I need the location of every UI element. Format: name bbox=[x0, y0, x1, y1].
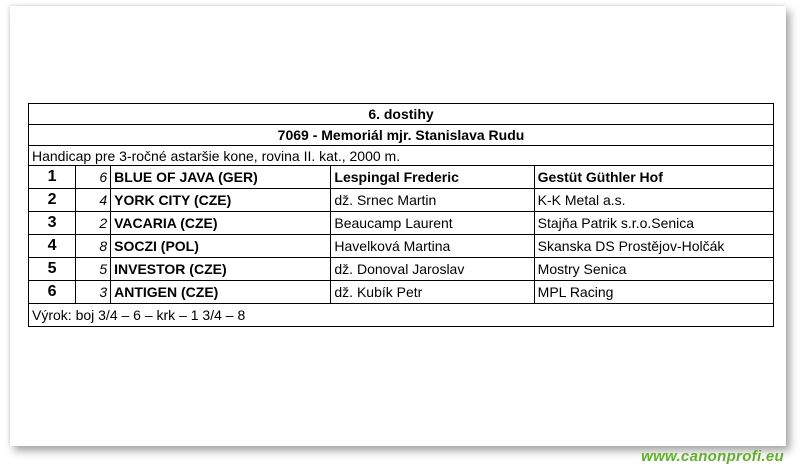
horse-cell: BLUE OF JAVA (GER) bbox=[111, 166, 331, 189]
jockey-cell: Beaucamp Laurent bbox=[331, 212, 534, 235]
race-title-row bbox=[29, 104, 774, 125]
number-cell: 5 bbox=[76, 258, 111, 281]
watermark: www.canonprofi.eu bbox=[641, 448, 784, 465]
owner-cell: MPL Racing bbox=[534, 281, 773, 304]
horse-cell: VACARIA (CZE) bbox=[111, 212, 331, 235]
place-cell: 5 bbox=[29, 258, 76, 281]
place-cell: 4 bbox=[29, 235, 76, 258]
table-row bbox=[29, 235, 774, 258]
race-title: 6. dostihy bbox=[29, 104, 774, 125]
race-description-row bbox=[29, 146, 774, 166]
table-row bbox=[29, 166, 774, 189]
number-cell: 2 bbox=[76, 212, 111, 235]
jockey-cell: dž. Kubík Petr bbox=[331, 281, 534, 304]
owner-cell: Mostry Senica bbox=[534, 258, 773, 281]
jockey-cell: dž. Srnec Martin bbox=[331, 189, 534, 212]
number-cell: 3 bbox=[76, 281, 111, 304]
place-cell: 6 bbox=[29, 281, 76, 304]
table-row bbox=[29, 281, 774, 304]
place-cell: 3 bbox=[29, 212, 76, 235]
number-cell: 8 bbox=[76, 235, 111, 258]
table-row bbox=[29, 258, 774, 281]
race-name-row bbox=[29, 125, 774, 146]
table-row bbox=[29, 189, 774, 212]
owner-cell: Skanska DS Prostějov-Holčák bbox=[534, 235, 773, 258]
race-name: 7069 - Memoriál mjr. Stanislava Rudu bbox=[29, 125, 774, 146]
jockey-cell: dž. Donoval Jaroslav bbox=[331, 258, 534, 281]
table-row bbox=[29, 212, 774, 235]
place-cell: 1 bbox=[29, 166, 76, 189]
number-cell: 6 bbox=[76, 166, 111, 189]
owner-cell: K-K Metal a.s. bbox=[534, 189, 773, 212]
owner-cell: Stajňa Patrik s.r.o.Senica bbox=[534, 212, 773, 235]
race-description: Handicap pre 3-ročné astaršie kone, rovina II. kat., 2000 m. bbox=[29, 146, 774, 166]
jockey-cell: Havelková Martina bbox=[331, 235, 534, 258]
verdict-row bbox=[29, 304, 774, 327]
results-table bbox=[28, 103, 774, 327]
owner-cell: Gestüt Güthler Hof bbox=[534, 166, 773, 189]
horse-cell: INVESTOR (CZE) bbox=[111, 258, 331, 281]
horse-cell: YORK CITY (CZE) bbox=[111, 189, 331, 212]
number-cell: 4 bbox=[76, 189, 111, 212]
jockey-cell: Lespingal Frederic bbox=[331, 166, 534, 189]
verdict-text: Výrok: boj 3/4 – 6 – krk – 1 3/4 – 8 bbox=[29, 304, 774, 327]
place-cell: 2 bbox=[29, 189, 76, 212]
horse-cell: ANTIGEN (CZE) bbox=[111, 281, 331, 304]
horse-cell: SOCZI (POL) bbox=[111, 235, 331, 258]
